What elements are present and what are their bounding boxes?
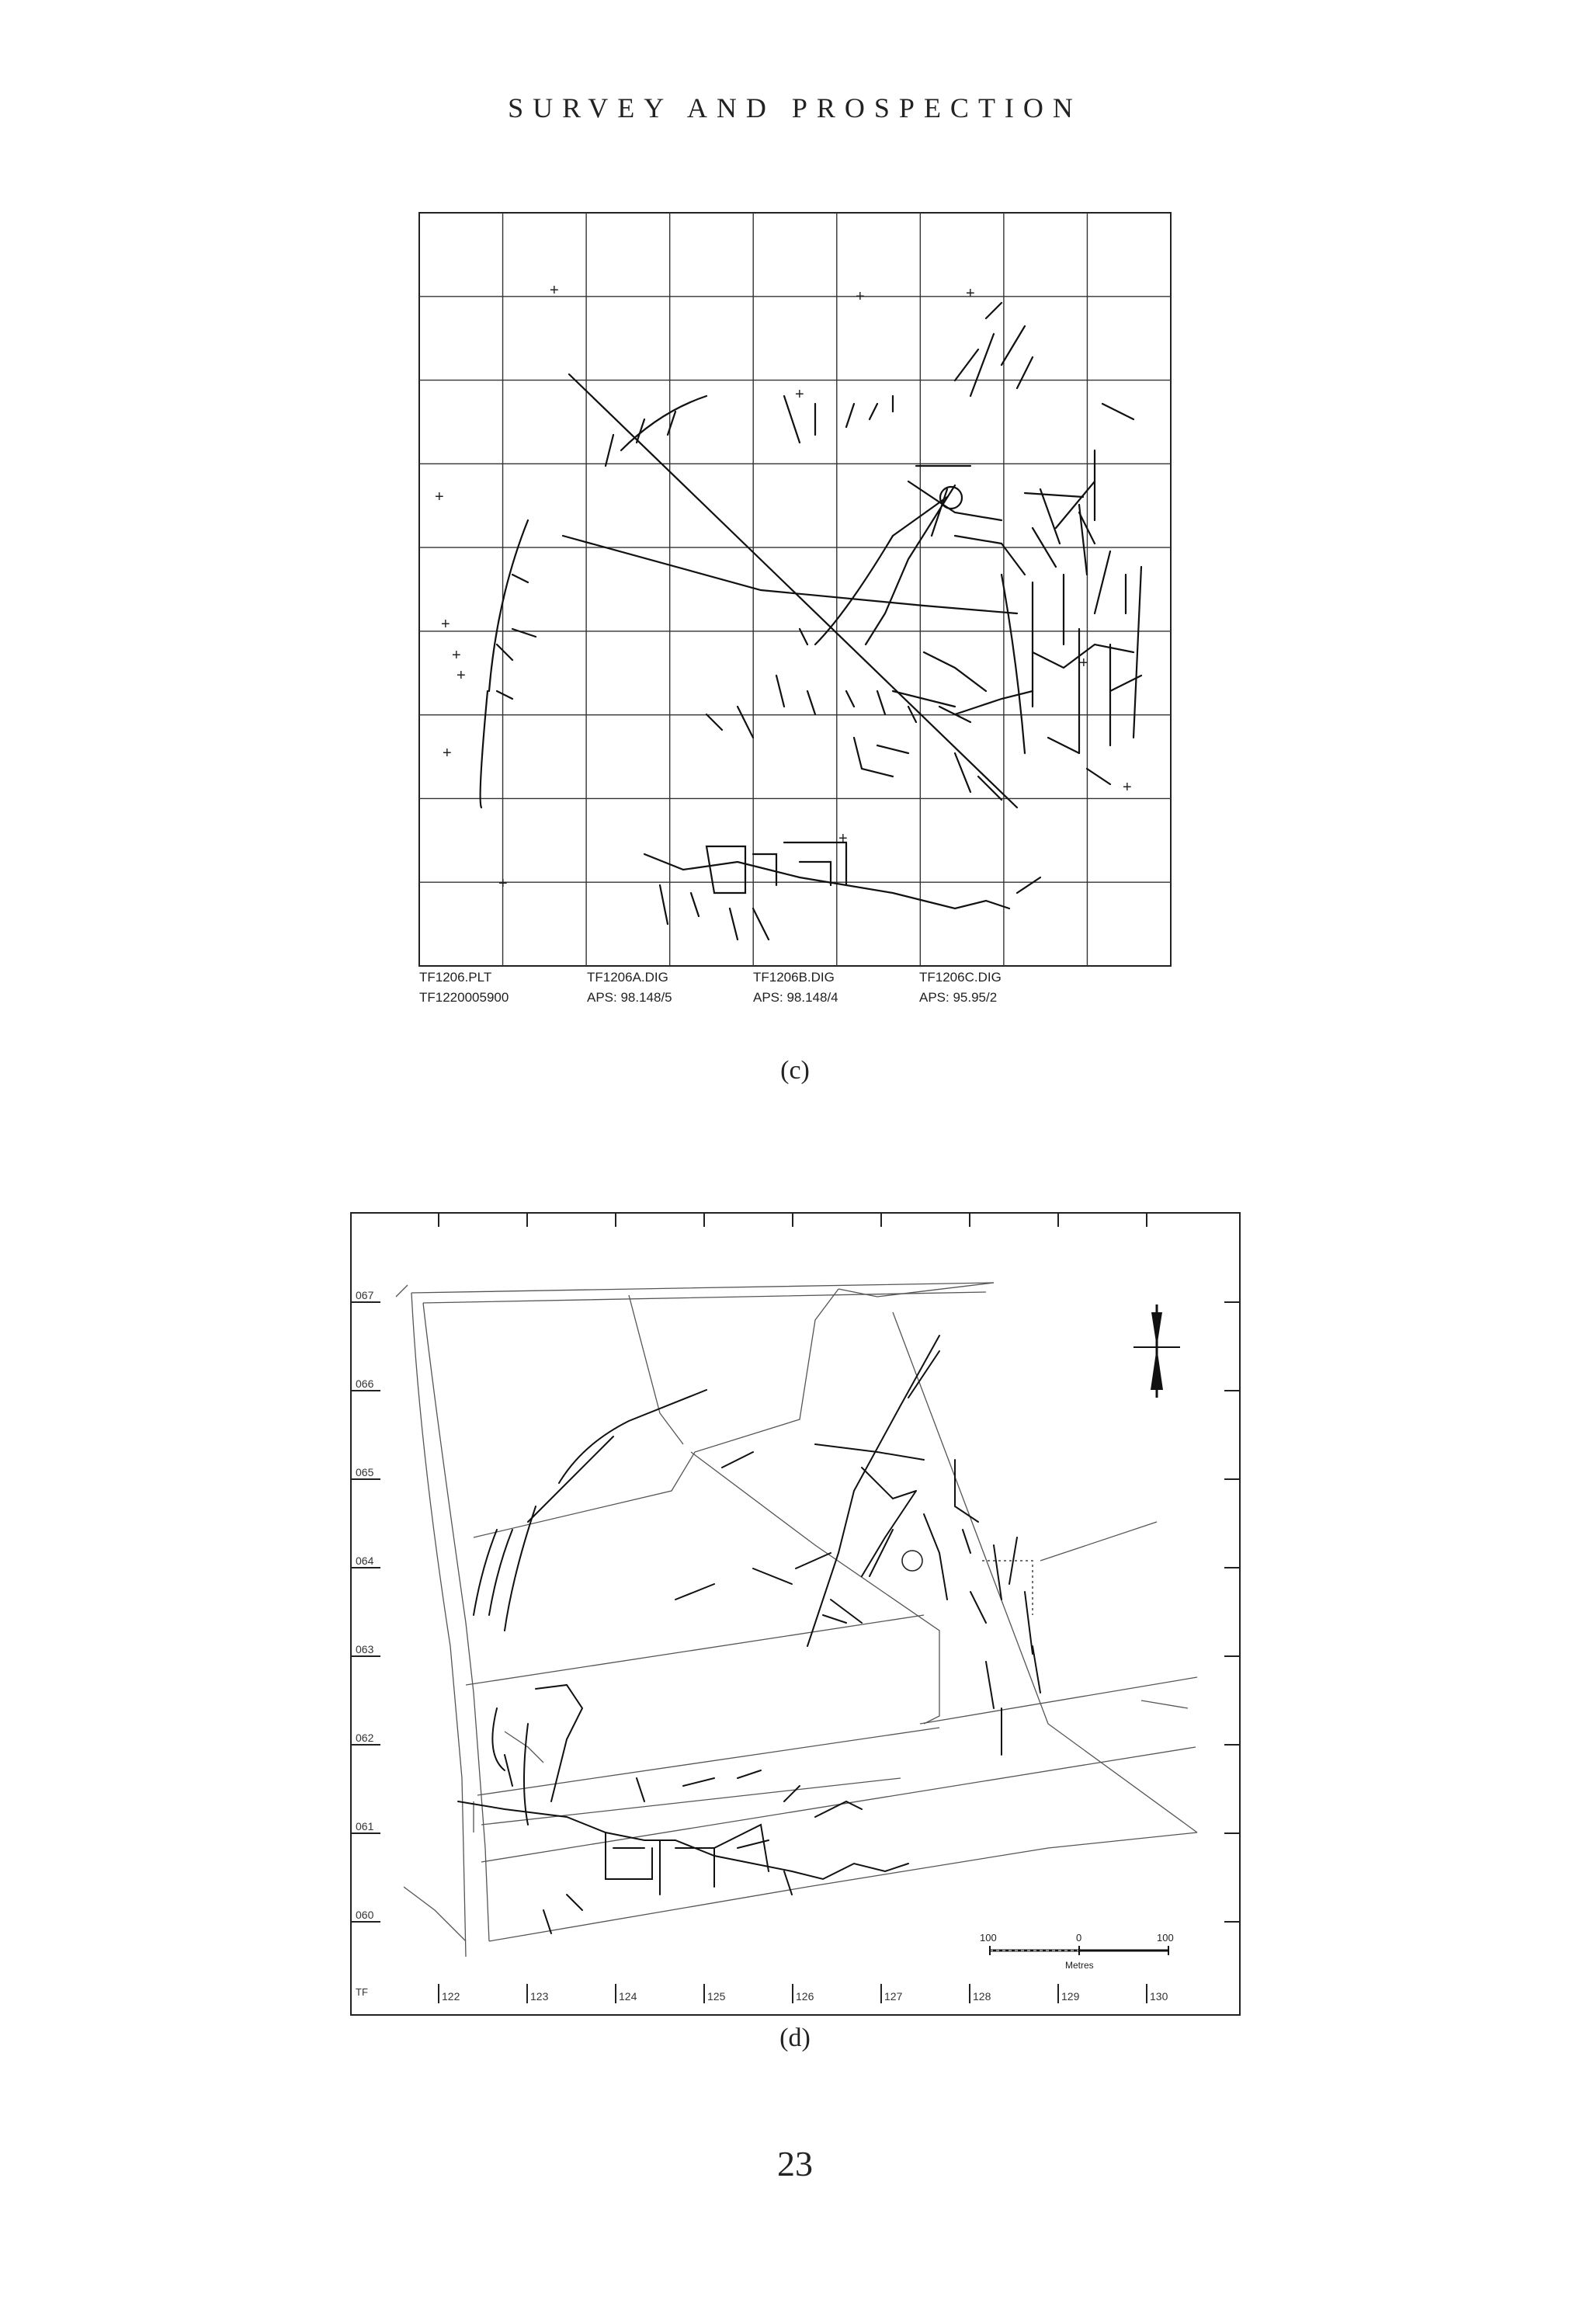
svg-text:+: +: [1123, 779, 1132, 796]
svg-text:+: +: [1079, 655, 1088, 672]
northing-label: 066: [356, 1377, 374, 1390]
easting-label: 127: [884, 1990, 903, 2003]
figure-d-map: [349, 1211, 1242, 2019]
figure-c-cropmarks: [481, 303, 1141, 940]
figure-d-caption: (d): [779, 2024, 811, 2052]
figure-c-markers: [435, 282, 1132, 892]
figure-c-file-labels: [419, 970, 1002, 1005]
svg-text:+: +: [966, 285, 975, 302]
figure-c-grid: [419, 213, 1171, 966]
scale-middle-label: 0: [1076, 1932, 1082, 1944]
svg-text:+: +: [452, 647, 461, 664]
northing-label: 062: [356, 1732, 374, 1744]
figure-d-frame: [351, 1213, 1240, 2015]
easting-label: 129: [1061, 1990, 1080, 2003]
scale-unit-label: Metres: [1065, 1960, 1094, 1971]
figure-c-label-3-line-2: APS: 98.148/4: [753, 990, 838, 1005]
northing-label: 063: [356, 1643, 374, 1655]
svg-text:+: +: [838, 830, 848, 847]
figure-c-plot: [411, 210, 1188, 1017]
easting-label: 123: [530, 1990, 549, 2003]
easting-label: 125: [707, 1990, 726, 2003]
figure-c-label-2-line-1: TF1206A.DIG: [587, 970, 668, 985]
svg-text:+: +: [550, 282, 559, 299]
northing-label: 067: [356, 1289, 374, 1301]
svg-text:+: +: [856, 288, 865, 305]
easting-label: 124: [619, 1990, 637, 2003]
figure-c-label-1-line-1: TF1206.PLT: [419, 970, 492, 985]
figure-c-caption: (c): [780, 1056, 810, 1085]
svg-text:+: +: [457, 667, 466, 684]
scale-right-label: 100: [1157, 1932, 1174, 1944]
easting-label: 128: [973, 1990, 991, 2003]
figure-c-label-3-line-1: TF1206B.DIG: [753, 970, 835, 985]
page-number: 23: [777, 2144, 813, 2183]
figure-c-label-2-line-2: APS: 98.148/5: [587, 990, 672, 1005]
figure-d-ring-marker: [902, 1551, 922, 1571]
northing-label: 061: [356, 1820, 374, 1832]
easting-label: 126: [796, 1990, 814, 2003]
figure-c: [411, 210, 1188, 1017]
svg-text:+: +: [795, 386, 804, 403]
northing-label: 065: [356, 1466, 374, 1478]
figure-c-label-4-line-2: APS: 95.95/2: [919, 990, 998, 1005]
running-title: SURVEY AND PROSPECTION: [508, 92, 1082, 123]
svg-text:+: +: [441, 616, 450, 633]
grid-prefix-label: TF: [356, 1986, 368, 1998]
easting-label: 130: [1150, 1990, 1168, 2003]
figure-c-label-1-line-2: TF1220005900: [419, 990, 509, 1005]
easting-label: 122: [442, 1990, 460, 2003]
svg-text:+: +: [443, 745, 452, 762]
svg-text:+: +: [435, 488, 444, 505]
figure-c-label-4-line-1: TF1206C.DIG: [919, 970, 1002, 985]
figure-d: [349, 1211, 1242, 2019]
scale-bar: [980, 1932, 1174, 1971]
northing-label: 064: [356, 1555, 374, 1567]
figure-d-field-boundaries: [396, 1283, 1197, 1957]
figure-d-cropmarks: [458, 1336, 1040, 1933]
northing-label: 060: [356, 1909, 374, 1921]
scale-left-label: 100: [980, 1932, 997, 1944]
svg-text:+: +: [498, 875, 508, 892]
north-arrow-icon: [1133, 1304, 1180, 1398]
